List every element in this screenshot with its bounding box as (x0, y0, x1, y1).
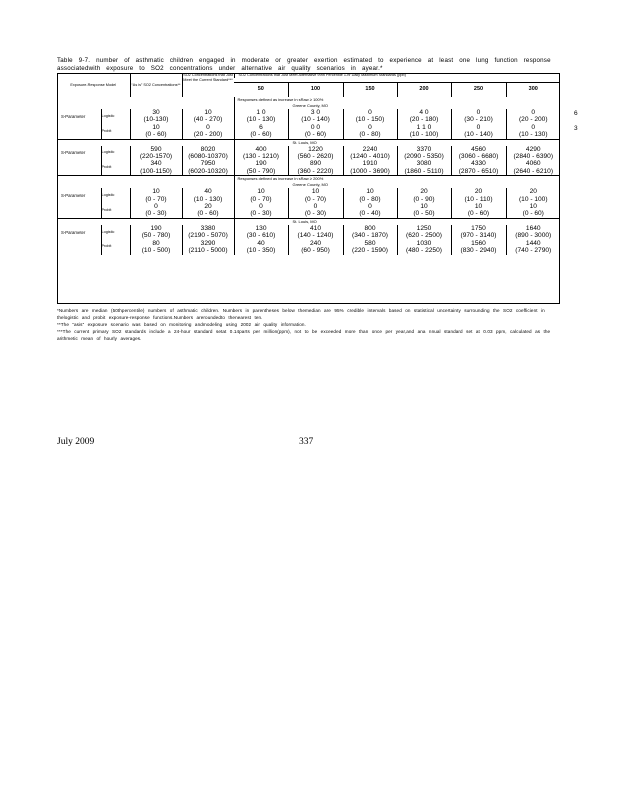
table-body (57, 73, 560, 255)
estimate-cell (182, 109, 234, 124)
estimate-cell (397, 203, 451, 218)
estimate-cell (288, 203, 343, 218)
credible-interval: (2870 - 6510) (458, 167, 499, 175)
estimate-cell (343, 188, 397, 203)
credible-interval: (0 - 60) (304, 131, 327, 139)
estimate-cell (451, 188, 506, 203)
median-value: 0 (259, 203, 263, 211)
estimate-cell (343, 225, 397, 240)
estimate-cell (397, 240, 451, 255)
model-form-label: S-Parameter (61, 113, 86, 119)
credible-interval: (970 - 3140) (460, 232, 497, 240)
estimate-cell (506, 240, 560, 255)
credible-interval: (10 - 130) (518, 131, 548, 139)
estimate-cell (343, 240, 397, 255)
credible-interval: (2640 - 6210) (513, 167, 554, 175)
credible-interval: (10 - 140) (301, 116, 330, 124)
model-type: Logistic (101, 109, 130, 124)
model-form-label (57, 124, 101, 139)
credible-interval: (20 - 180) (409, 116, 439, 124)
credible-interval: (10 - 350) (246, 247, 276, 255)
estimate-cell (451, 160, 506, 175)
median-value: 10 (474, 203, 483, 211)
median-value: 1 0 (256, 109, 266, 116)
median-value: 3370 (416, 145, 432, 153)
estimate-cell (130, 160, 182, 175)
median-value: 20 (420, 188, 428, 196)
credible-interval: (1860 - 5110) (404, 167, 444, 175)
estimate-cell (182, 124, 234, 139)
location-label: St. Louis, MO (234, 218, 560, 225)
median-value: 20 (529, 188, 537, 196)
header-model: Exposure-Response Model (70, 82, 117, 87)
header-as-is: “As is” SO2 Concentrations** (130, 73, 182, 97)
credible-interval: (10 - 100) (409, 131, 439, 139)
table-row (57, 109, 560, 124)
median-value: 0 (531, 123, 536, 131)
header-alternative-standards: SO2 Concentrations that Just Meet Alternative 99th Percentile 1-hr Daily Maximum Standards (ppb) (234, 73, 560, 78)
credible-interval: (60 - 950) (301, 247, 330, 255)
credible-interval: (0 - 50) (413, 210, 435, 218)
median-value: 6 (259, 123, 263, 131)
median-value: 890 (309, 160, 321, 168)
level-label: 150 (343, 83, 397, 98)
model-type: Probit (101, 203, 130, 218)
estimate-cell (343, 203, 397, 218)
credible-interval: (890 - 3000) (515, 232, 552, 240)
credible-interval: (0 - 60) (467, 210, 490, 218)
table-caption: Table 9-7. number of asthmatic children engaged in moderate or greater exertion estimated to experience at least one lung function response associatedwith exposure to SO2 concentrations under alternative air quality scenarios in ayear.* (57, 57, 551, 72)
median-value: 0 (531, 109, 536, 116)
credible-interval: (220 - 1590) (352, 247, 388, 255)
level-label: 100 (288, 83, 343, 98)
median-value: 3 0 (310, 109, 321, 116)
estimate-cell (234, 160, 288, 175)
credible-interval: (0 - 30) (304, 210, 327, 218)
estimate-cell (130, 109, 182, 124)
median-value: 40 (204, 188, 212, 196)
results-table (57, 73, 560, 255)
estimate-cell (397, 109, 451, 124)
credible-interval: (10 - 150) (355, 116, 385, 124)
credible-interval: (0 - 80) (359, 195, 381, 203)
location-label: Greene County, MO (234, 103, 560, 109)
median-value: 800 (364, 224, 376, 232)
model-form-label: S-Parameter (61, 192, 86, 198)
estimate-cell (182, 160, 234, 175)
table-row (57, 146, 560, 161)
credible-interval: (0 - 60) (522, 210, 544, 218)
model-type: Probit (101, 240, 130, 255)
credible-interval: (560 - 2620) (297, 153, 334, 161)
level-label: 250 (451, 83, 506, 98)
section-title: Responses defined as increase in sRaw ≥ 200% (234, 176, 560, 183)
credible-interval: (480 - 2250) (406, 247, 442, 255)
estimate-cell (130, 188, 182, 203)
median-value: 1250 (416, 224, 432, 232)
median-value: 400 (255, 145, 267, 153)
median-value: 10 (152, 123, 160, 131)
credible-interval: (0 - 70) (145, 195, 167, 203)
median-value: 0 (313, 203, 318, 211)
estimate-cell (506, 203, 560, 218)
median-value: 190 (150, 224, 162, 232)
level-label: 200 (397, 83, 451, 98)
estimate-cell (182, 188, 234, 203)
model-form-label (57, 203, 101, 218)
model-type: Logistic (101, 146, 130, 161)
median-value: 190 (255, 160, 267, 168)
credible-interval: (0 - 80) (359, 131, 381, 139)
estimate-cell (182, 146, 234, 161)
credible-interval: (0 - 30) (250, 210, 272, 218)
estimate-cell (506, 188, 560, 203)
estimate-cell (130, 240, 182, 255)
estimate-cell (343, 160, 397, 175)
median-value: 1910 (362, 160, 378, 168)
credible-interval: (1000 - 3690) (350, 167, 390, 175)
median-value: 3290 (200, 239, 216, 247)
estimate-cell (130, 203, 182, 218)
median-value: 20 (204, 203, 212, 211)
credible-interval: (20 - 200) (193, 131, 223, 139)
location-label: St. Louis, MO (234, 139, 560, 146)
credible-interval: (2840 - 6390) (513, 153, 554, 161)
estimate-cell (451, 203, 506, 218)
estimate-cell (343, 109, 397, 124)
table-row (57, 203, 560, 218)
credible-interval: (6020-10320) (188, 167, 228, 175)
credible-interval: (0 - 70) (250, 195, 272, 203)
credible-interval: (40 - 270) (193, 116, 223, 124)
median-value: 0 (206, 123, 210, 131)
credible-interval: (340 - 1870) (352, 232, 388, 240)
model-type: Logistic (101, 188, 130, 203)
credible-interval: (0 - 60) (197, 210, 219, 218)
credible-interval: (2110 - 5000) (188, 247, 228, 255)
median-value: 10 (420, 203, 428, 211)
model-type: Probit (101, 160, 130, 175)
margin-digit: 6 (574, 110, 578, 117)
table-row (57, 225, 560, 240)
estimate-cell (451, 225, 506, 240)
median-value: 7950 (200, 160, 216, 168)
median-value: 30 (152, 109, 160, 116)
estimate-cell (288, 109, 343, 124)
credible-interval: (10-130) (143, 116, 169, 124)
median-value: 0 (368, 203, 372, 211)
credible-interval: (30 - 610) (246, 232, 276, 240)
median-value: 20 (474, 188, 483, 196)
model-form-label: S-Parameter (61, 150, 86, 156)
median-value: 240 (309, 239, 321, 247)
credible-interval: (140 - 1240) (297, 232, 334, 240)
median-value: 4330 (471, 160, 486, 168)
median-value: 10 (257, 188, 265, 196)
median-value: 0 0 (310, 123, 321, 131)
median-value: 0 (476, 109, 481, 116)
location-label: Greene County, MO (234, 182, 560, 188)
credible-interval: (220-1570) (139, 153, 173, 161)
footnotes (57, 307, 557, 342)
estimate-cell (234, 124, 288, 139)
level-label: 300 (506, 83, 560, 98)
credible-interval: (0 - 30) (145, 210, 167, 218)
credible-interval: (10 - 130) (193, 195, 223, 203)
median-value: 3080 (416, 160, 432, 168)
median-value: 580 (364, 239, 376, 247)
estimate-cell (343, 146, 397, 161)
estimate-cell (397, 160, 451, 175)
estimate-cell (182, 225, 234, 240)
estimate-cell (506, 225, 560, 240)
credible-interval: (0 - 90) (413, 195, 435, 203)
credible-interval: (130 - 1210) (243, 153, 279, 161)
median-value: 10 (529, 203, 537, 211)
credible-interval: (30 - 210) (464, 116, 493, 124)
median-value: 1440 (525, 239, 541, 247)
estimate-cell (234, 240, 288, 255)
table-row (57, 240, 560, 255)
estimate-cell (506, 146, 560, 161)
estimate-cell (234, 188, 288, 203)
median-value: 3380 (200, 224, 216, 232)
credible-interval: (3060 - 6680) (458, 153, 499, 161)
median-value: 10 (311, 188, 320, 196)
credible-interval: (10 - 130) (246, 116, 276, 124)
credible-interval: (10 - 100) (518, 195, 548, 203)
credible-interval: (50 - 780) (141, 232, 171, 240)
estimate-cell (506, 160, 560, 175)
credible-interval: (830 - 2940) (460, 247, 497, 255)
median-value: 590 (150, 145, 162, 153)
credible-interval: (1240 - 4010) (350, 153, 390, 161)
estimate-cell (451, 240, 506, 255)
header-current-standard: SO2 Concentrations that Just Meet the Current Standard*** (182, 73, 234, 97)
credible-interval: (10 - 500) (141, 247, 171, 255)
credible-interval: (2190 - 5070) (188, 232, 228, 240)
estimate-cell (451, 146, 506, 161)
estimate-cell (288, 188, 343, 203)
median-value: 4 0 (419, 109, 429, 116)
credible-interval: (50 - 790) (246, 167, 276, 175)
estimate-cell (288, 160, 343, 175)
estimate-cell (397, 146, 451, 161)
estimate-cell (234, 203, 288, 218)
estimate-cell (288, 225, 343, 240)
median-value: 410 (309, 224, 321, 232)
credible-interval: (0 - 60) (250, 131, 272, 139)
model-form-label: S-Parameter (61, 229, 86, 235)
median-value: 1030 (416, 239, 432, 247)
median-value: 340 (150, 160, 162, 168)
credible-interval: (2090 - 5350) (404, 153, 444, 161)
credible-interval: (10 - 140) (464, 131, 493, 139)
credible-interval: (10 - 110) (464, 195, 493, 203)
estimate-cell (234, 109, 288, 124)
median-value: 1560 (471, 239, 486, 247)
median-value: 80 (152, 239, 160, 247)
median-value: 10 (204, 109, 212, 116)
credible-interval: (360 - 2220) (297, 167, 334, 175)
credible-interval: (0 - 60) (145, 131, 167, 139)
estimate-cell (234, 225, 288, 240)
table-row (57, 160, 560, 175)
margin-digit: 3 (574, 124, 578, 132)
model-form-label (57, 160, 101, 175)
median-value: 0 (476, 123, 481, 131)
estimate-cell (343, 124, 397, 139)
median-value: 2240 (362, 145, 378, 153)
median-value: 0 (368, 109, 372, 116)
estimate-cell (506, 109, 560, 124)
median-value: 4560 (471, 145, 486, 153)
model-type: Probit (101, 124, 130, 139)
credible-interval: (620 - 2500) (406, 232, 442, 240)
estimate-cell (130, 124, 182, 139)
credible-interval: (6080-10370) (188, 153, 228, 161)
footer-date: July 2009 (57, 437, 95, 447)
table-row (57, 124, 560, 139)
median-value: 1750 (471, 224, 486, 232)
credible-interval: (740 - 2790) (515, 247, 552, 255)
estimate-cell (234, 146, 288, 161)
median-value: 4290 (525, 145, 541, 153)
credible-interval: (100-1150) (140, 167, 172, 175)
estimate-cell (451, 109, 506, 124)
credible-interval: (0 - 70) (304, 195, 327, 203)
estimate-cell (397, 124, 451, 139)
estimate-cell (288, 146, 343, 161)
median-value: 1 1 0 (416, 123, 432, 131)
median-value: 0 (154, 203, 158, 211)
estimate-cell (182, 240, 234, 255)
section-title: Responses defined as increase in sRaw ≥ 100% (234, 97, 560, 103)
credible-interval: (0 - 40) (359, 210, 381, 218)
page-number: 337 (299, 437, 314, 447)
footnote: **The “asis” exposure scenario was based on monitoring andmodeling using 2002 air quality information. (57, 322, 306, 327)
estimate-cell (288, 124, 343, 139)
estimate-cell (397, 188, 451, 203)
median-value: 1220 (308, 145, 323, 153)
median-value: 10 (152, 188, 160, 196)
table-row (57, 188, 560, 203)
model-type: Logistic (101, 225, 130, 240)
level-label: 50 (234, 83, 288, 98)
median-value: 8020 (200, 145, 216, 153)
estimate-cell (288, 240, 343, 255)
median-value: 1640 (525, 224, 541, 232)
estimate-cell (130, 146, 182, 161)
footnote: ***The current primary SO2 standards include a 24-hour standard setat 0.14parts per million(ppm), not to be exceeded more than once per year,and ana nnual standard set at 0.03 ppm, calculated as the arithmetic mean of hourly averages. (57, 329, 551, 341)
estimate-cell (182, 203, 234, 218)
footnote: *Numbers are median (50thpercentile) numbers of asthmatic children. Numbers in parentheses below themedian are 95% credible intervals based on statistical uncertainty surrounding the SO2 coefficient in thelogistic and probit exposure-response functions.Numbers areroundedto thenearest ten. (57, 308, 545, 320)
median-value: 130 (255, 224, 267, 232)
estimate-cell (506, 124, 560, 139)
estimate-cell (130, 225, 182, 240)
model-form-label (57, 240, 101, 255)
median-value: 40 (257, 239, 265, 247)
median-value: 4060 (525, 160, 541, 168)
median-value: 0 (368, 123, 372, 131)
credible-interval: (20 - 200) (518, 116, 548, 124)
median-value: 10 (366, 188, 374, 196)
estimate-cell (397, 225, 451, 240)
estimate-cell (451, 124, 506, 139)
